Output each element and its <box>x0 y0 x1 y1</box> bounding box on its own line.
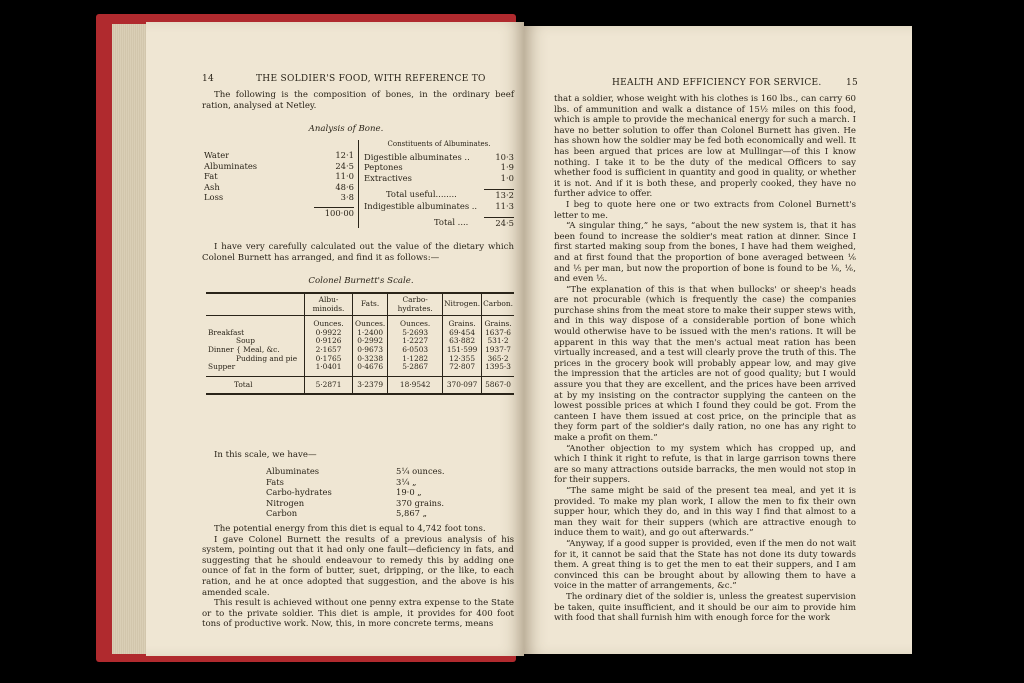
bone-label: Ash <box>204 181 220 192</box>
bone-row <box>204 182 354 193</box>
column-header: Carbo-hydrates. <box>388 293 443 316</box>
paragraph: “Anyway, if a good supper is provided, even if the men do not wait for it, it cannot be said that the State has not done its duty towards them. A great thing is to get the men to eat their suppers, and I am convinced this can be brought about by allowing them to have a voice in the matter of arrangements, &c.” <box>554 538 856 592</box>
table-row: Dinner { Meal, &c. 2·1657 0·9673 6·0503 151·599 1937·7 <box>206 346 514 355</box>
right-page <box>524 26 912 654</box>
paragraph: The ordinary diet of the soldier is, unless the greatest supervision be taken, quite insufficient, and it should be our aim to provide him with food that shall furnish him with enough force for the work <box>554 591 856 624</box>
albuminates-constituents <box>364 139 514 229</box>
bone-label: Loss <box>204 192 224 202</box>
bone-value: 11·0 <box>335 171 354 181</box>
bone-row <box>204 150 354 161</box>
column-header: Carbon. <box>482 293 514 316</box>
paragraph: I beg to quote here one or two extracts from Colonel Burnett's letter to me. <box>554 199 856 221</box>
cost-paragraph: This result is achieved without one penny extra expense to the State or to the private soldier. This diet is ample, it provides for 400 foot tons of productive work. Now, this, in more concrete terms, means <box>202 598 514 630</box>
albuminates-total-row: Total .... 24·5 <box>434 217 514 228</box>
results-paragraph: I gave Colonel Burnett the results of a previous analysis of his system, pointing out that it had only one fault—deficiency in fats, and suggesting that he should endeavour to remedy this by adding one ounce of fat in the form of butter, suet, dripping, or the like, to each ration, and he at once adopted that suggestion, and the above is his amended scale. <box>202 534 514 598</box>
bone-composition <box>204 150 354 218</box>
paragraph: “A singular thing,” he says, “about the new system is, that it has been found to increase the soldier's meat ration at dinner. Since I first started making soup from the bones, I have had them weighed, and at first found that the proportion of bone averaged between ⅙ and ⅕ per man, but now the proportion of bone is found to be ⅛, ⅙, and even ⅕. <box>554 221 856 285</box>
table-row: Soup 0·9126 0·2992 1·2227 63·882 531·2 <box>206 337 514 346</box>
column-header: Fats. <box>353 293 388 316</box>
paragraph: “Another objection to my system which has cropped up, and which I think it right to refute, is that in large garrison towns there are so many attractions outside barracks, the men would not stop in for their suppers. <box>554 443 856 486</box>
dietary-paragraph: I have very carefully calculated out the value of the dietary which Colonel Burnett has arranged, and find it as follows:— <box>202 242 514 263</box>
table-total-row: Total 5·2871 3·2379 18·9542 370·097 5867·0 <box>206 376 514 394</box>
paragraph: “The explanation of this is that when bullocks' or sheep's heads are not procurable (which is frequently the case) the companies purchase shins from the meat store to make their supper stews with, and in this way dispose of a considerable portion of bone which would otherwise have to be issued with the men's rations. It will be apparent in this way that the men's actual meat ration has been virtually increased, and a test will clearly prove the truth of this. The prices in the grocery book will probably appear low, and may give the impression that the articles are not of good quality; but I would assure you that they are excellent, and the prices have been arrived at by my insisting on the contractor supplying the canteen on the lowest possible prices at which I found they could be got. From the canteen I have them issued at cost price, on the principle that as they form part of the soldier's daily ration, no one has any right to make a profit on them.” <box>554 284 856 443</box>
running-head: THE SOLDIER'S FOOD, WITH REFERENCE TO <box>256 74 486 84</box>
units-row: Ounces. Ounces. Ounces. Grains. Grains. <box>206 316 514 329</box>
intro-paragraph: The following is the composition of bones, in the ordinary beef ration, analysed at Netley. <box>202 90 514 111</box>
total-useful-row: Total useful........ 13·2 <box>386 189 514 200</box>
bone-label: Water <box>204 150 230 160</box>
bone-label: Albuminates <box>204 160 258 171</box>
bone-value: 3·8 <box>340 192 354 202</box>
energy-paragraph: The potential energy from this diet is equal to 4,742 foot tons. <box>214 524 486 534</box>
paragraph: “The same might be said of the present tea meal, and yet it is provided. To make my plan work, I allow the men to fix their own supper hour, which they do, and in this way I find that almost to a man they wait for their suppers (which are attractive enough to induce them to wait), and go out afterwards.” <box>554 485 856 539</box>
bone-value: 24·5 <box>335 160 354 171</box>
constituent-row: Extractives 1·0 <box>364 172 514 183</box>
dinner-label: Dinner <box>208 344 234 354</box>
analysis-title: Analysis of Bone. <box>308 124 384 134</box>
column-header: Nitrogen. <box>443 293 482 316</box>
indigestible-row: Indigestible albuminates .. 11·3 <box>364 200 514 211</box>
paragraph: that a soldier, whose weight with his clothes is 160 lbs., can carry 60 lbs. of ammunition and walk a distance of 15½ miles on this food, which is ample to provide the mechanical energy for such a march. I have no better solution to offer than Colonel Burnett has given. He has shown how the soldier may be fed both economically and well. It has been argued that prices are low at Mullingar—of this I know nothing. I take it to be the duty of the medical Officers to say whether food is sufficient in quantity and good in quality, or whether it is not. And if it is both these, and properly cooked, they have no further advice to offer. <box>554 94 856 200</box>
page-edges <box>112 24 146 654</box>
scale-item: Nitrogen 370 grains. <box>266 497 445 508</box>
scale-title: Colonel Burnett's Scale. <box>308 276 414 286</box>
closing-paragraphs <box>202 524 514 630</box>
albuminates-heading: Constituents of Albuminates. <box>387 140 491 148</box>
scale-item: Carbo-hydrates 19·0 „ <box>266 487 422 498</box>
bone-row <box>204 171 354 182</box>
bone-row <box>204 192 354 203</box>
bone-row <box>204 161 354 172</box>
column-header: Albu-minoids. <box>305 293 353 316</box>
left-page <box>146 22 524 656</box>
running-head: HEALTH AND EFFICIENCY FOR SERVICE. <box>612 78 822 88</box>
bone-value: 48·6 <box>335 181 354 192</box>
bone-label: Fat <box>204 171 218 181</box>
scale-item: Carbon 5,867 „ <box>266 508 427 519</box>
page-number: 14 <box>202 74 215 84</box>
divider <box>358 140 359 228</box>
table-row: Pudding and pie 0·1765 0·3238 1·1282 12·355 365·2 <box>206 355 514 364</box>
constituent-row: Digestible albuminates .. 10·3 <box>364 151 514 162</box>
scale-item: Fats 3¼ „ <box>266 476 417 487</box>
constituent-row: Peptones 1·9 <box>364 162 514 172</box>
page-number: 15 <box>846 78 859 88</box>
bone-total: 100·00 <box>314 207 354 219</box>
table-row: Breakfast 0·9922 1·2400 5·2693 69·454 1637·6 <box>206 329 514 338</box>
table-row: Supper 1·0401 0·4676 5·2867 72·807 1395·3 <box>206 363 514 376</box>
body-text <box>554 94 856 624</box>
table-header-row <box>206 293 514 316</box>
scale-item: Albuminates 5¼ ounces. <box>266 466 445 476</box>
scale-intro: In this scale, we have— <box>214 450 317 460</box>
scale-summary <box>266 466 466 519</box>
bone-value: 12·1 <box>335 150 354 160</box>
burnett-scale-table <box>206 292 514 395</box>
